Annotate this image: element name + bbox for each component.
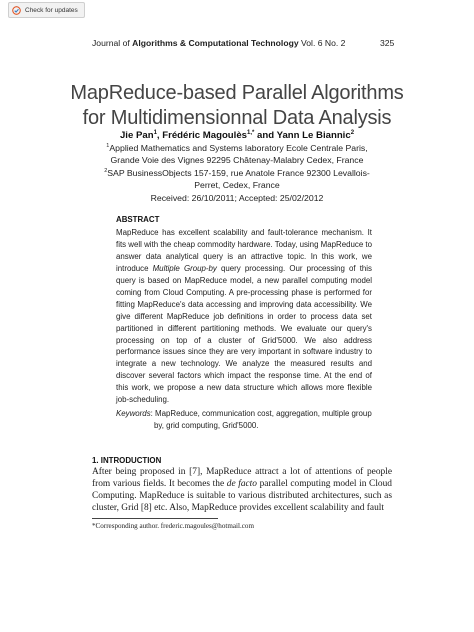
- author-3: and Yann Le Biannic: [254, 130, 351, 142]
- author-1: Jie Pan: [119, 130, 154, 142]
- check-for-updates-badge[interactable]: [8, 2, 85, 18]
- introduction-text: [92, 466, 392, 514]
- keywords-line-2: by, grid computing, Grid'5000.: [154, 420, 259, 430]
- paper-title: [60, 81, 414, 131]
- received-date: Received: 26/10/2011; Accepted: 25/02/2012: [150, 193, 324, 203]
- intro-text-part: After being proposed in [7], MapReduce attract a lot of attentions of people from various fields. It becomes the: [92, 467, 392, 490]
- journal-name: Algorithms & Computational Technology: [132, 38, 299, 48]
- title-line-2: for Multidimensionnal Data Analysis: [82, 107, 392, 129]
- keywords-section: [116, 408, 372, 431]
- author-2-sup: 1,*: [247, 130, 255, 136]
- author-3-sup: 2: [350, 130, 355, 136]
- abstract-italic-term: Multiple Group-by: [152, 263, 217, 273]
- journal-prefix: Journal of: [92, 38, 133, 48]
- abstract-heading: ABSTRACT: [116, 215, 160, 224]
- affiliation-1-sup: 1: [106, 143, 110, 149]
- author-1-sup: 1: [153, 130, 157, 136]
- intro-italic-term: de facto: [226, 479, 257, 490]
- abstract-text: [116, 227, 372, 406]
- corresponding-author-footnote: *Corresponding author. frederic.magoules@hotmail.com: [92, 522, 254, 530]
- title-line-1: MapReduce-based Parallel Algorithms: [70, 82, 404, 104]
- keywords-label: Keywords: [116, 409, 151, 418]
- badge-label: Check for updates: [25, 6, 78, 14]
- author-list: [60, 130, 414, 141]
- abstract-text-part: query processing. Our processing of this query is based on MapReduce model, a new parallel computing model coming from Cloud Computing. A pre-processing phase is performed for fitting MapReduce's data accessing and improving data accessibility. We give different MapReduce job definitions in order to process data set partitioned in different partitioning methods. We evaluate our query's processing on top of a cluster of Grid'5000. We also address performance issues since they are very important in software industry to integrate a new technology. We analyze the measured results and discover several factors which impact the response time. At the end of this work, we propose a new data structure which allows more flexible job-scheduling.: [116, 263, 372, 405]
- affiliation-line: [85, 166, 389, 180]
- affiliations: [85, 141, 389, 192]
- abstract-section: [116, 214, 372, 406]
- page-number: 325: [380, 38, 395, 48]
- author-2: , Frédéric Magoulès: [156, 130, 248, 142]
- update-check-icon: [12, 6, 21, 15]
- footnote-divider: [92, 518, 218, 519]
- affiliation-line: [85, 141, 389, 155]
- section-heading-introduction: 1. INTRODUCTION: [92, 456, 162, 465]
- affiliation-2-sup: 2: [104, 168, 108, 175]
- keywords-line-1: : MapReduce, communication cost, aggregation, multiple group: [150, 409, 372, 418]
- journal-header: [92, 38, 395, 48]
- affiliation-line: Perret, Cedex, France: [194, 180, 280, 191]
- abstract-text-part: MapReduce has excellent scalability and fault-tolerance mechanism. It fits well with the cheap commodity hardware. Today, using MapReduce to answer data analytical query is an attractive topic. In this work, we introduce: [116, 227, 372, 273]
- affiliation-2-text: SAP BusinessObjects 157-159, rue Anatole France 92300 Levallois-: [107, 168, 370, 179]
- intro-text-part: parallel computing model in Cloud Computing. MapReduce is suitable to various distributed architectures, such as cluster, Grid [8] etc. Also, MapReduce provides excellent scalability and fault: [92, 479, 392, 514]
- affiliation-1-text: Applied Mathematics and Systems laboratory Ecole Centrale Paris,: [109, 142, 368, 153]
- affiliation-line: Grande Voie des Vignes 92295 Châtenay-Malabry Cedex, France: [110, 154, 364, 165]
- journal-volume: Vol. 6 No. 2: [298, 38, 346, 48]
